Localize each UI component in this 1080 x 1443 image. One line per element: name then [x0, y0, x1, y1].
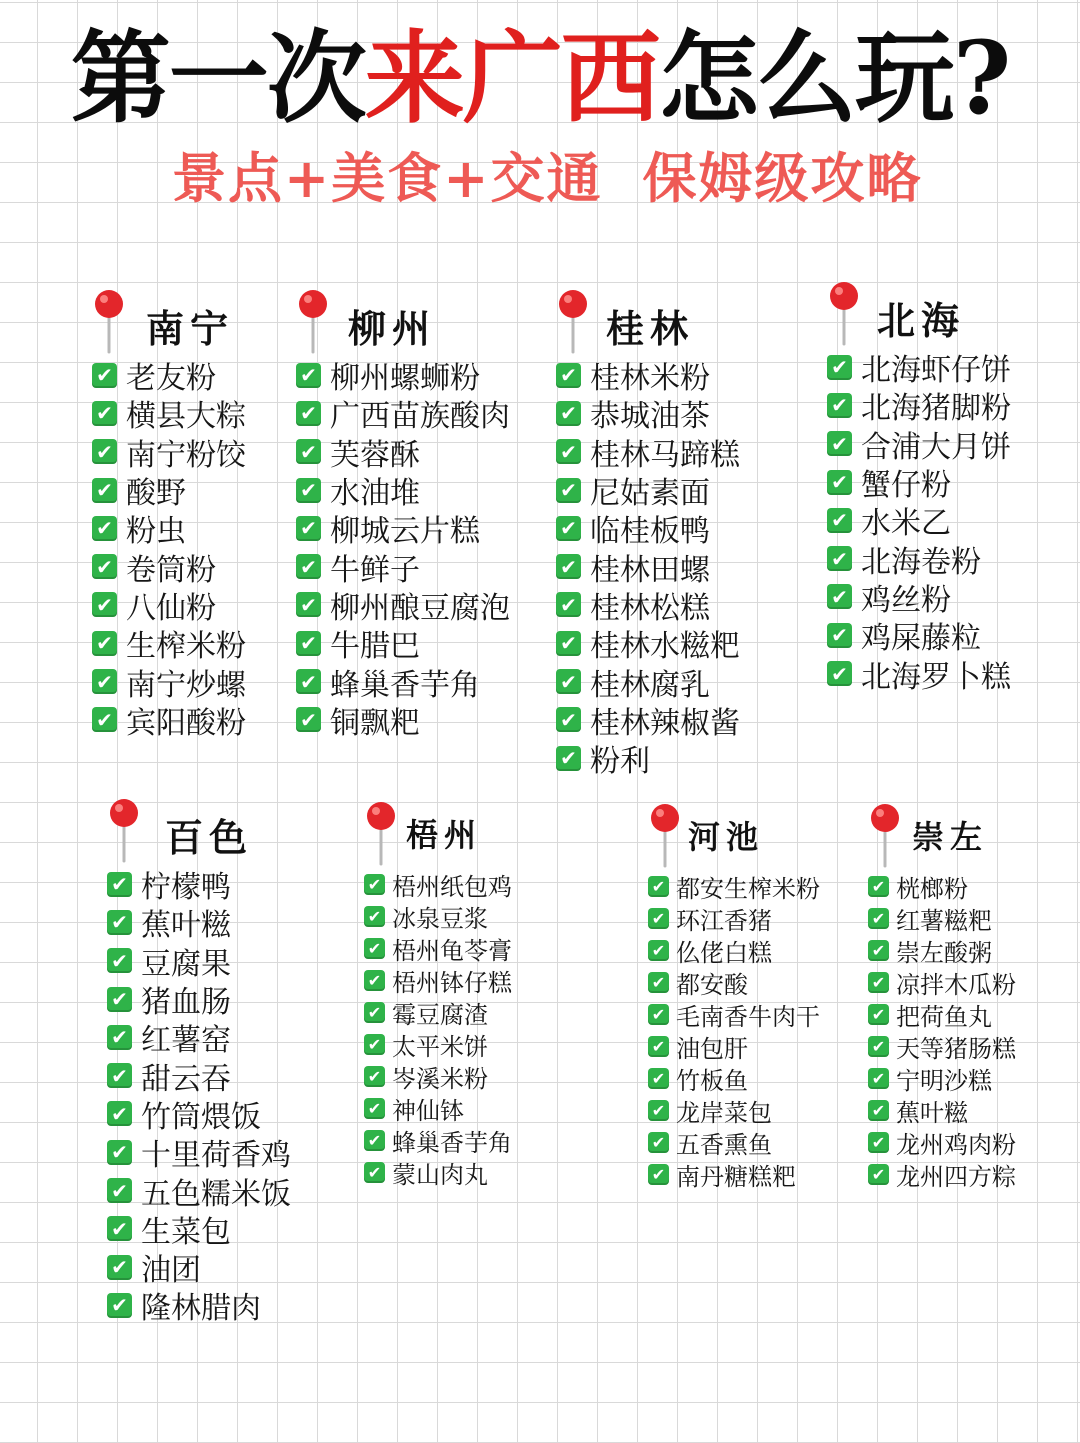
food-item-label: 桂林水糍粑: [590, 629, 740, 665]
check-mark-icon: [556, 478, 581, 503]
food-item-label: 桂林松糕: [590, 590, 710, 626]
list-item: [827, 463, 1011, 504]
food-item-label: 红薯窑: [141, 1023, 231, 1059]
food-item-label: 桄榔粉: [896, 874, 968, 903]
food-item-label: 竹筒煨饭: [141, 1099, 261, 1135]
food-item-label: 环江香猪: [676, 906, 772, 935]
check-mark-icon: [296, 478, 321, 503]
food-item-label: 生榨米粉: [126, 629, 246, 665]
subtitle-part-2: 保姆级攻略: [642, 146, 923, 210]
list-item: [92, 509, 246, 550]
pushpin-icon: [107, 797, 141, 863]
list-item: [107, 1018, 291, 1059]
food-item-label: 龙州四方粽: [896, 1162, 1016, 1191]
list-item: [296, 547, 510, 588]
food-item-label: 崇左酸粥: [896, 938, 992, 967]
title-part-1: 第一次: [70, 19, 365, 137]
food-item-label: 北海罗卜糕: [861, 659, 1011, 695]
city-group: [107, 797, 291, 1325]
city-name: 梧州: [406, 816, 483, 854]
food-item-label: 八仙粉: [126, 590, 216, 626]
check-mark-icon: [868, 908, 889, 929]
list-item: [92, 586, 246, 624]
list-item: [556, 356, 740, 397]
list-item: [868, 1062, 1016, 1094]
check-mark-icon: [648, 908, 669, 929]
check-mark-icon: [556, 631, 581, 656]
check-mark-icon: [92, 554, 117, 579]
food-item-label: 龙岸菜包: [676, 1098, 772, 1127]
list-item: [556, 471, 740, 512]
food-item-label: 竹板鱼: [676, 1066, 748, 1095]
check-mark-icon: [648, 1132, 669, 1153]
check-mark-icon: [92, 631, 117, 656]
check-mark-icon: [868, 1004, 889, 1025]
check-mark-icon: [92, 478, 117, 503]
check-mark-icon: [648, 1164, 669, 1185]
food-item-label: 梧州纸包鸡: [392, 872, 512, 901]
list-item: [648, 1030, 820, 1062]
food-item-label: 蒙山肉丸: [392, 1160, 488, 1189]
city-name: 河池: [688, 818, 765, 856]
list-item: [296, 586, 510, 624]
city-name: 北海: [877, 298, 966, 343]
food-item-label: 北海猪脚粉: [861, 391, 1011, 427]
city-name: 柳州: [348, 306, 437, 351]
food-item-label: 冰泉豆浆: [392, 904, 488, 933]
check-mark-icon: [556, 592, 581, 617]
food-item-label: 豆腐果: [141, 946, 231, 982]
list-item: [107, 1171, 291, 1212]
check-mark-icon: [364, 1130, 385, 1151]
food-item-label: 甜云吞: [141, 1061, 231, 1097]
check-mark-icon: [92, 363, 117, 388]
list-item: [556, 394, 740, 435]
food-list: [92, 356, 246, 739]
check-mark-icon: [296, 554, 321, 579]
check-mark-icon: [827, 431, 852, 456]
check-mark-icon: [107, 987, 132, 1012]
list-item: [827, 386, 1011, 427]
food-item-label: 临桂板鸭: [590, 514, 710, 550]
list-item: [296, 471, 510, 512]
city-group: [296, 288, 510, 739]
check-mark-icon: [296, 439, 321, 464]
list-item: [107, 942, 291, 980]
food-item-label: 桂林腐乳: [590, 667, 710, 703]
food-item-label: 红薯糍粑: [896, 906, 992, 935]
city-header: [827, 280, 1011, 348]
food-item-label: 卷筒粉: [126, 552, 216, 588]
list-item: [868, 998, 1016, 1030]
list-item: [364, 996, 512, 1028]
list-item: [648, 966, 820, 998]
list-item: [296, 356, 510, 397]
list-item: [296, 433, 510, 471]
check-mark-icon: [364, 1066, 385, 1087]
food-list: [556, 356, 740, 780]
food-item-label: 霉豆腐渣: [392, 1000, 488, 1029]
city-group: [364, 800, 512, 1188]
food-item-label: 宾阳酸粉: [126, 705, 246, 741]
food-item-label: 神仙钵: [392, 1096, 464, 1125]
list-item: [556, 547, 740, 588]
list-item: [107, 980, 291, 1021]
food-item-label: 牛腊巴: [330, 629, 420, 665]
food-item-label: 恭城油茶: [590, 399, 710, 435]
food-item-label: 南丹糖糕粑: [676, 1162, 796, 1191]
food-item-label: 十里荷香鸡: [141, 1138, 291, 1174]
list-item: [296, 394, 510, 435]
check-mark-icon: [107, 1101, 132, 1126]
list-item: [364, 1156, 512, 1188]
food-item-label: 太平米饼: [392, 1032, 488, 1061]
check-mark-icon: [296, 669, 321, 694]
list-item: [827, 616, 1011, 657]
food-item-label: 水米乙: [861, 506, 951, 542]
title-part-3: 怎么玩?: [658, 19, 1010, 137]
food-item-label: 梧州钵仔糕: [392, 968, 512, 997]
city-header: [296, 288, 510, 356]
food-item-label: 粉利: [590, 744, 650, 780]
list-item: [868, 1158, 1016, 1190]
check-mark-icon: [92, 707, 117, 732]
list-item: [648, 1062, 820, 1094]
food-item-label: 凉拌木瓜粉: [896, 970, 1016, 999]
pushpin-icon: [556, 288, 590, 354]
food-list: [827, 348, 1011, 693]
pushpin-icon: [364, 800, 398, 866]
food-item-label: 五香熏鱼: [676, 1130, 772, 1159]
check-mark-icon: [107, 1178, 132, 1203]
list-item: [107, 1210, 291, 1248]
check-mark-icon: [107, 1255, 132, 1280]
list-item: [107, 1095, 291, 1133]
list-item: [92, 662, 246, 703]
list-item: [107, 1133, 291, 1174]
check-mark-icon: [868, 1132, 889, 1153]
check-mark-icon: [296, 631, 321, 656]
check-mark-icon: [556, 401, 581, 426]
food-item-label: 铜飘粑: [330, 705, 420, 741]
food-item-label: 尼姑素面: [590, 476, 710, 512]
food-item-label: 桂林米粉: [590, 361, 710, 397]
list-item: [92, 624, 246, 665]
city-name: 桂林: [606, 306, 695, 351]
check-mark-icon: [556, 746, 581, 771]
list-item: [107, 1056, 291, 1097]
city-header: [868, 802, 1016, 870]
food-item-label: 油包肝: [676, 1034, 748, 1063]
city-header: [107, 797, 291, 865]
list-item: [92, 701, 246, 739]
check-mark-icon: [868, 972, 889, 993]
check-mark-icon: [107, 872, 132, 897]
food-item-label: 梧州龟苓膏: [392, 936, 512, 965]
food-item-label: 柳城云片糕: [330, 514, 480, 550]
check-mark-icon: [827, 623, 852, 648]
food-item-label: 柳州螺蛳粉: [330, 361, 480, 397]
check-mark-icon: [556, 669, 581, 694]
check-mark-icon: [827, 661, 852, 686]
check-mark-icon: [107, 1216, 132, 1241]
list-item: [364, 932, 512, 964]
pushpin-icon: [827, 280, 861, 346]
city-group: [92, 288, 246, 739]
check-mark-icon: [107, 1293, 132, 1318]
list-item: [648, 1158, 820, 1190]
list-item: [296, 701, 510, 739]
city-header: [556, 288, 740, 356]
list-item: [648, 1126, 820, 1158]
list-item: [364, 900, 512, 932]
list-item: [556, 433, 740, 471]
check-mark-icon: [92, 669, 117, 694]
list-item: [556, 509, 740, 550]
check-mark-icon: [364, 970, 385, 991]
food-item-label: 油团: [141, 1253, 201, 1289]
food-item-label: 老友粉: [126, 361, 216, 397]
check-mark-icon: [296, 516, 321, 541]
check-mark-icon: [868, 876, 889, 897]
list-item: [364, 1028, 512, 1060]
food-item-label: 岑溪米粉: [392, 1064, 488, 1093]
food-item-label: 鸡丝粉: [861, 582, 951, 618]
food-item-label: 广西苗族酸肉: [330, 399, 510, 435]
check-mark-icon: [296, 401, 321, 426]
list-item: [92, 356, 246, 397]
list-item: [868, 966, 1016, 998]
check-mark-icon: [827, 393, 852, 418]
food-item-label: 南宁粉饺: [126, 437, 246, 473]
list-item: [107, 1286, 291, 1327]
check-mark-icon: [92, 516, 117, 541]
food-item-label: 毛南香牛肉干: [676, 1002, 820, 1031]
list-item: [364, 868, 512, 900]
food-list: [364, 868, 512, 1188]
check-mark-icon: [648, 1100, 669, 1121]
list-item: [556, 739, 740, 780]
list-item: [92, 394, 246, 435]
food-item-label: 五色糯米饭: [141, 1176, 291, 1212]
check-mark-icon: [364, 1002, 385, 1023]
check-mark-icon: [92, 401, 117, 426]
check-mark-icon: [107, 1025, 132, 1050]
page-title: [0, 18, 1080, 138]
check-mark-icon: [648, 940, 669, 961]
check-mark-icon: [364, 1034, 385, 1055]
check-mark-icon: [827, 355, 852, 380]
list-item: [868, 1126, 1016, 1158]
list-item: [868, 902, 1016, 934]
check-mark-icon: [92, 592, 117, 617]
check-mark-icon: [648, 972, 669, 993]
list-item: [827, 501, 1011, 542]
food-item-label: 把荷鱼丸: [896, 1002, 992, 1031]
check-mark-icon: [364, 938, 385, 959]
check-mark-icon: [868, 1164, 889, 1185]
check-mark-icon: [827, 546, 852, 571]
food-item-label: 桂林马蹄糕: [590, 437, 740, 473]
food-item-label: 北海虾仔饼: [861, 353, 1011, 389]
check-mark-icon: [107, 1063, 132, 1088]
food-list: [107, 865, 291, 1325]
check-mark-icon: [556, 554, 581, 579]
food-list: [296, 356, 510, 739]
list-item: [107, 903, 291, 944]
city-header: [92, 288, 246, 356]
list-item: [827, 348, 1011, 389]
food-item-label: 蜂巢香芋角: [330, 667, 480, 703]
check-mark-icon: [827, 508, 852, 533]
list-item: [556, 586, 740, 624]
list-item: [827, 425, 1011, 463]
food-item-label: 仫佬白糕: [676, 938, 772, 967]
list-item: [107, 1248, 291, 1289]
check-mark-icon: [648, 1004, 669, 1025]
check-mark-icon: [556, 363, 581, 388]
check-mark-icon: [296, 707, 321, 732]
food-item-label: 合浦大月饼: [861, 429, 1011, 465]
list-item: [92, 433, 246, 471]
list-item: [556, 701, 740, 739]
city-group: [556, 288, 740, 780]
list-item: [92, 547, 246, 588]
food-item-label: 牛鲜子: [330, 552, 420, 588]
check-mark-icon: [868, 1036, 889, 1057]
food-item-label: 天等猪肠糕: [896, 1034, 1016, 1063]
food-item-label: 隆林腊肉: [141, 1291, 261, 1327]
city-name: 崇左: [912, 818, 989, 856]
food-item-label: 柳州酿豆腐泡: [330, 590, 510, 626]
food-item-label: 蕉叶糍: [896, 1098, 968, 1127]
city-name: 百色: [165, 815, 254, 860]
food-item-label: 龙州鸡肉粉: [896, 1130, 1016, 1159]
check-mark-icon: [296, 363, 321, 388]
list-item: [364, 1060, 512, 1092]
city-header: [648, 802, 820, 870]
check-mark-icon: [364, 874, 385, 895]
list-item: [92, 471, 246, 512]
check-mark-icon: [107, 910, 132, 935]
food-item-label: 粉虫: [126, 514, 186, 550]
check-mark-icon: [107, 948, 132, 973]
check-mark-icon: [648, 876, 669, 897]
food-item-label: 柠檬鸭: [141, 870, 231, 906]
list-item: [827, 539, 1011, 580]
pushpin-icon: [296, 288, 330, 354]
food-item-label: 生菜包: [141, 1214, 231, 1250]
list-item: [364, 1092, 512, 1124]
check-mark-icon: [868, 1068, 889, 1089]
food-item-label: 蜂巢香芋角: [392, 1128, 512, 1157]
list-item: [827, 654, 1011, 695]
list-item: [868, 1094, 1016, 1126]
pushpin-icon: [92, 288, 126, 354]
food-item-label: 桂林辣椒酱: [590, 705, 740, 741]
food-list: [648, 870, 820, 1190]
list-item: [868, 870, 1016, 902]
check-mark-icon: [868, 940, 889, 961]
list-item: [648, 870, 820, 902]
food-item-label: 宁明沙糕: [896, 1066, 992, 1095]
check-mark-icon: [648, 1036, 669, 1057]
food-item-label: 猪血肠: [141, 985, 231, 1021]
check-mark-icon: [107, 1140, 132, 1165]
check-mark-icon: [364, 1098, 385, 1119]
food-item-label: 北海卷粉: [861, 544, 981, 580]
city-group: [827, 280, 1011, 693]
list-item: [827, 578, 1011, 616]
list-item: [556, 624, 740, 665]
list-item: [648, 934, 820, 966]
check-mark-icon: [868, 1100, 889, 1121]
food-item-label: 蕉叶糍: [141, 908, 231, 944]
list-item: [648, 902, 820, 934]
pushpin-icon: [868, 802, 902, 868]
list-item: [364, 1124, 512, 1156]
check-mark-icon: [556, 707, 581, 732]
list-item: [296, 509, 510, 550]
check-mark-icon: [827, 470, 852, 495]
food-item-label: 鸡屎藤粒: [861, 621, 981, 657]
subtitle-part-1: 景点+美食+交通: [172, 146, 603, 210]
food-item-label: 水油堆: [330, 476, 420, 512]
check-mark-icon: [648, 1068, 669, 1089]
list-item: [296, 662, 510, 703]
title-part-2: 来广西: [364, 19, 659, 137]
list-item: [296, 624, 510, 665]
food-item-label: 都安生榨米粉: [676, 874, 820, 903]
pushpin-icon: [648, 802, 682, 868]
check-mark-icon: [92, 439, 117, 464]
food-item-label: 桂林田螺: [590, 552, 710, 588]
food-item-label: 蟹仔粉: [861, 468, 951, 504]
city-group: [868, 802, 1016, 1190]
food-item-label: 横县大粽: [126, 399, 246, 435]
list-item: [364, 964, 512, 996]
list-item: [107, 865, 291, 906]
city-name: 南宁: [146, 306, 235, 351]
list-item: [868, 1030, 1016, 1062]
food-item-label: 酸野: [126, 476, 186, 512]
check-mark-icon: [827, 584, 852, 609]
page-subtitle: [172, 143, 992, 213]
food-item-label: 芙蓉酥: [330, 437, 420, 473]
city-group: [648, 802, 820, 1190]
check-mark-icon: [556, 516, 581, 541]
food-list: [868, 870, 1016, 1190]
check-mark-icon: [364, 1162, 385, 1183]
check-mark-icon: [296, 592, 321, 617]
list-item: [648, 1094, 820, 1126]
list-item: [868, 934, 1016, 966]
food-item-label: 都安酸: [676, 970, 748, 999]
list-item: [556, 662, 740, 703]
city-header: [364, 800, 512, 868]
food-item-label: 南宁炒螺: [126, 667, 246, 703]
check-mark-icon: [556, 439, 581, 464]
check-mark-icon: [364, 906, 385, 927]
list-item: [648, 998, 820, 1030]
